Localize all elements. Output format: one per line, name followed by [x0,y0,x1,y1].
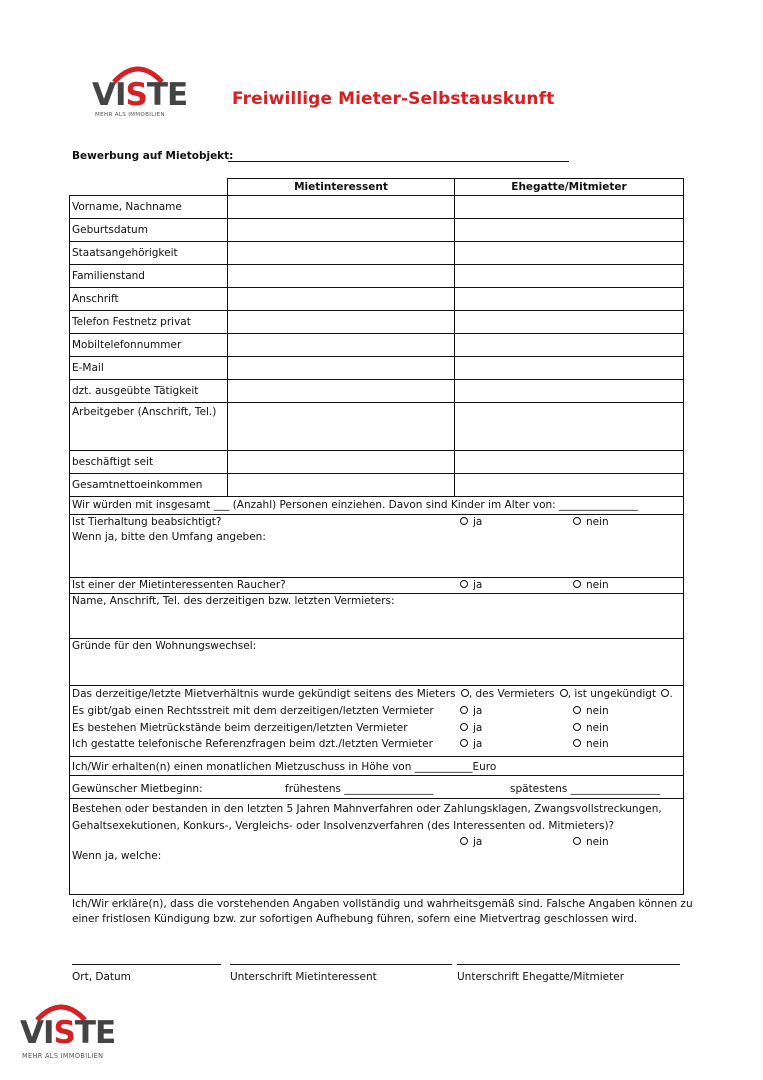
logo-text-end: TE [146,77,188,113]
tenant-cell[interactable] [228,196,455,219]
place-date-line[interactable] [72,964,221,965]
landlord-label: Name, Anschrift, Tel. des derzeitigen bzw. letzten Vermieters: [72,595,395,607]
option-label: ja [473,516,483,528]
termination-part: , ist ungekündigt [567,688,657,700]
logo-text: VI [20,1015,54,1051]
proceedings-line1: Bestehen oder bestanden in den letzten 5 Jahren Mahnverfahren oder Zahlungsklagen, Zwangsvollstreckungen, [72,803,662,815]
row-label: Mobiltelefonnummer [70,334,228,357]
tenant-cell[interactable] [228,403,455,451]
tenant-cell[interactable] [228,219,455,242]
row-label: Geburtsdatum [70,219,228,242]
tenant-cell[interactable] [228,451,455,474]
smoker-question: Ist einer der Mietinteressenten Raucher? [72,579,286,591]
tenant-cell[interactable] [228,380,455,403]
option-label: nein [586,516,609,528]
column-header-tenant: Mietinteressent [228,179,455,196]
spouse-cell[interactable] [455,288,684,311]
start-latest: spätestens _________________ [510,783,660,795]
persons-text: Wir würden mit insgesamt ___ (Anzahl) Personen einziehen. Davon sind Kinder im Alter von: _______________ [72,499,638,511]
start-earliest: frühestens _________________ [285,783,434,795]
lawsuit-question: Es gibt/gab einen Rechtsstreit mit dem derzeitigen/letzten Vermieter [72,705,434,717]
spouse-cell[interactable] [455,196,684,219]
page-title: Freiwillige Mieter-Selbstauskunft [232,89,555,109]
tenant-signature-line[interactable] [230,964,452,965]
row-label: Vorname, Nachname [70,196,228,219]
row-label: Gesamtnettoeinkommen [70,474,228,497]
smoker-no-option[interactable] [573,579,609,591]
spouse-cell[interactable] [455,451,684,474]
tenant-cell[interactable] [228,242,455,265]
pets-yes-option[interactable] [460,516,482,528]
option-label: nein [586,738,609,750]
spouse-cell[interactable] [455,380,684,403]
spouse-signature-label: Unterschrift Ehegatte/Mitmieter [457,971,625,983]
row-label: dzt. ausgeübte Tätigkeit [70,380,228,403]
arrears-no-option[interactable] [573,722,609,734]
radio-icon [460,837,468,845]
tenant-signature-label: Unterschrift Mietinteressent [230,971,377,983]
reasons-label: Gründe für den Wohnungswechsel: [72,640,257,652]
termination-part: , des Vermieters [468,688,555,700]
option-label: nein [586,705,609,717]
logo-tagline: MEHR ALS IMMOBILIEN [22,1052,104,1060]
tenant-cell[interactable] [228,334,455,357]
logo-top [90,62,195,122]
proceedings-no-option[interactable] [573,836,609,848]
row-label: Arbeitgeber (Anschrift, Tel.) [70,403,228,451]
tenant-cell[interactable] [228,288,455,311]
logo-bottom [18,1000,116,1064]
application-label: Bewerbung auf Mietobjekt: [72,150,234,162]
period: . [669,688,673,700]
reference-question: Ich gestatte telefonische Referenzfragen beim dzt./letzten Vermieter [72,738,433,750]
subsidy-text: Ich/Wir erhalten(n) einen monatlichen Mietzuschuss in Höhe von ___________Euro [72,761,497,773]
spouse-cell[interactable] [455,242,684,265]
proceedings-which: Wenn ja, welche: [72,850,162,862]
termination-text [72,688,673,700]
row-label: Staatsangehörigkeit [70,242,228,265]
option-label: nein [586,579,609,591]
reference-yes-option[interactable] [460,738,482,750]
logo-text: VI [92,77,126,113]
tenant-cell[interactable] [228,311,455,334]
lawsuit-yes-option[interactable] [460,705,482,717]
pets-no-option[interactable] [573,516,609,528]
start-label: Gewünscher Mietbeginn: [72,783,203,795]
radio-icon [573,517,581,525]
declaration-line2: einer fristlosen Kündigung bzw. zur sofortigen Aufhebung führen, sofern eine Mietvertrag geschlossen wird. [72,913,638,925]
proceedings-line2: Gehaltsexekutionen, Konkurs-, Vergleichs- oder Insolvenzverfahren (des Interessenten od. Mitmieters)? [72,820,615,832]
spouse-cell[interactable] [455,403,684,451]
option-label: nein [586,722,609,734]
radio-icon [573,837,581,845]
applicant-table [69,178,684,497]
row-label: Familienstand [70,265,228,288]
logo-text-accent: S [53,1015,75,1051]
table-corner [70,179,228,196]
smoker-yes-option[interactable] [460,579,482,591]
declaration-line1: Ich/Wir erkläre(n), dass die vorstehenden Angaben vollständig und wahrheitsgemäß sind. Falsche Angaben können zu [72,898,693,910]
radio-icon[interactable] [560,689,568,697]
radio-icon [460,706,468,714]
logo-tagline: MEHR ALS IMMOBILIEN [95,112,165,118]
row-label: Anschrift [70,288,228,311]
row-label: Telefon Festnetz privat [70,311,228,334]
column-header-spouse: Ehegatte/Mitmieter [455,179,684,196]
radio-icon [573,739,581,747]
reference-no-option[interactable] [573,738,609,750]
option-label: ja [473,836,483,848]
arrears-question: Es bestehen Mietrückstände beim derzeitigen/letzten Vermieter [72,722,408,734]
option-label: nein [586,836,609,848]
option-label: ja [473,579,483,591]
spouse-signature-line[interactable] [457,964,680,965]
tenant-cell[interactable] [228,357,455,380]
place-date-label: Ort, Datum [72,971,131,983]
radio-icon [573,706,581,714]
spouse-cell[interactable] [455,219,684,242]
radio-icon[interactable] [461,689,469,697]
option-label: ja [473,705,483,717]
application-input-line[interactable] [228,161,569,162]
proceedings-yes-option[interactable] [460,836,482,848]
logo-text-end: TE [74,1015,116,1051]
radio-icon [573,580,581,588]
pets-followup: Wenn ja, bitte den Umfang angeben: [72,531,266,543]
spouse-cell[interactable] [455,357,684,380]
option-label: ja [473,722,483,734]
row-label: beschäftigt seit [70,451,228,474]
row-label: E-Mail [70,357,228,380]
radio-icon [460,739,468,747]
logo-text-accent: S [125,77,147,113]
radio-icon [573,723,581,731]
spouse-cell[interactable] [455,334,684,357]
radio-icon [460,580,468,588]
radio-icon [460,723,468,731]
spouse-cell[interactable] [455,311,684,334]
option-label: ja [473,738,483,750]
spouse-cell[interactable] [455,265,684,288]
lawsuit-no-option[interactable] [573,705,609,717]
pets-question: Ist Tierhaltung beabsichtigt? [72,516,222,528]
radio-icon [460,517,468,525]
tenant-cell[interactable] [228,265,455,288]
arrears-yes-option[interactable] [460,722,482,734]
termination-part: Das derzeitige/letzte Mietverhältnis wurde gekündigt seitens des Mieters [72,688,456,700]
